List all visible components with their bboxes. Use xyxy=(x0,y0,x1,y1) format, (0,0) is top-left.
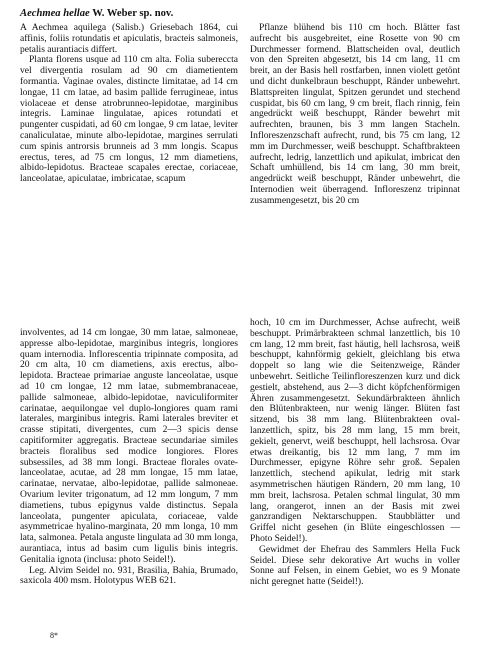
species-title xyxy=(20,8,240,20)
dedication-paragraph: Gewidmet der Ehefrau des Sammlers Hella Fuck Seidel. Diese sehr dekorative Art wuchs in voller Sonne auf Felsen, in einem Gebiet, wo es 9 Monate nicht geregnet hatte (Seidel!). xyxy=(250,543,460,588)
german-description-column-top xyxy=(250,23,460,207)
species-name: Aechmea hellae xyxy=(20,8,90,19)
latin-diagnosis-column-bottom xyxy=(20,328,238,587)
description-paragraph: involventes, ad 14 cm longae, 30 mm latae, salmoneae, appresse albo-lepidotae, marginibus integris, longiores quam internodia. Inflorescentia tripinnate composita, ad 20 cm alta, 10 cm diametiens, axis erectus, albo-lepidota. Bracteae primariae anguste lanceolatae, usque ad 10 cm longae, 12 mm latae, submembranaceae, pallide salmoneae, albido-lepidotae, naviculiformiter carinatae, aequilongae vel duplo-longiores quam rami laterales, marginibus integris. Rami laterales breviter et crasse stipitati, divergentes, cum 2—3 spicis dense capitiformiter aggregatis. Bracteae secundariae similes bracteis floralibus sed modice longiores. Flores subsessiles, ad 38 mm longi. Bracteae florales ovate-lanceolatae, acutae, ad 28 mm longae, 15 mm latae, carinatae, nervatae, albo-lepidotae, pallide salmoneae. Ovarium leviter trigonatum, ad 12 mm longum, 7 mm diametiens, tubus epigynus valde distinctus. Sepala lanceolata, pungenter apiculata, coriaceae, valde asymmetricae hyalino-marginata, 20 mm longa, 10 mm lata, salmonea. Petala anguste lingulata ad 30 mm longa, aurantiaca, intus ad basim cum ligulis binis integris. Genitalia ignota (inclusa: photo Seidel!). xyxy=(20,327,238,565)
diagnosis-paragraph: A Aechmea aquilega (Salisb.) Griesebach 1864, cui affinis, foliis rotundatis et apiculatis, bracteis salmoneis, petalis aurantiacis differt. xyxy=(20,22,238,55)
collection-paragraph: Leg. Alvim Seidel no. 931, Brasilia, Bahia, Brumado, saxicola 400 msm. Holotypus WEB 621. xyxy=(20,564,238,587)
description-paragraph: hoch, 10 cm im Durchmesser, Achse aufrecht, weiß beschuppt. Primärbrakteen schmal lanzettlich, bis 10 cm lang, 12 mm breit, fast häutig, hell lachsrosa, weiß beschuppt, kahnförmig gekielt, gleichlang bis etwa doppelt so lang wie die Seitenzweige, Ränder unbewehrt. Seitliche Teilinfloreszenzen kurz und dick gestielt, abstehend, aus 2—3 dicht köpfchenförmigen Ähren zusammengesetzt. Sekundärbrakteen ähnlich den Blütenbrakteen, nur wenig länger. Blüten fast sitzend, bis 38 mm lang. Blütenbrakteen oval-lanzettlich, spitz, bis 28 mm lang, 15 mm breit, gekielt, genervt, weiß beschuppt, hell lachsrosa. Ovar etwas dreikantig, bis 12 mm lang, 7 mm im Durchmesser, epigyne Röhre sehr groß. Sepalen lanzettlich, stechend apikulat, ledrig mit stark asymmetrischen häutigen Rändern, 20 mm lang, 10 mm breit, lachsrosa. Petalen schmal lingulat, 30 mm lang, orangerot, innen an der Basis mit zwei ganzrandigen Nektarschuppen. Staubblätter und Griffel nicht gesehen (in Blüte eingeschlossen — Photo Seidel!). xyxy=(250,317,460,544)
species-author: W. Weber sp. nov. xyxy=(89,8,174,19)
german-description-column-bottom xyxy=(250,318,460,588)
folio-number: 8* xyxy=(50,631,58,640)
description-paragraph: Planta florens usque ad 110 cm alta. Folia subereccta vel divergentia rosulam ad 90 cm diametientem formantia. Vaginae ovales, distincte limitatae, ad 14 cm longae, 11 cm latae, ad basim pallide ferrugineae, intus violaceae et dense atrobrunneo-lepidotae, marginibus integris. Laminae lingulatae, apices rotundati et pungenter cuspidati, ad 60 cm longae, 9 cm latae, leviter canaliculatae, minute albo-lepidotae, margines serrulati cum spinis antrorsis brunneis ad 3 mm longis. Scapus erectus, teres, ad 75 cm longus, 12 mm diametiens, albido-lepidotus. Bracteae scapales erectae, coriaceae, lanceolatae, apiculatae, imbricatae, scapum xyxy=(20,54,238,185)
description-paragraph: Pflanze blühend bis 110 cm hoch. Blätter fast aufrecht bis ausgebreitet, eine Rosette von 90 cm Durchmesser formend. Blattscheiden oval, deutlich von den Spreiten abgesetzt, bis 14 cm lang, 11 cm breit, an der Basis hell rostfarben, innen violett getönt und dicht dunkelbraun beschuppt, Ränder unbewehrt. Blattspreiten lingulat, Spitzen gerundet und stechend cuspidat, bis 60 cm lang, 9 cm breit, flach rinnig, fein angedrückt weiß beschuppt, Ränder bewehrt mit aufrechten, braunen, bis 3 mm langen Stacheln. Infloreszenzschaft aufrecht, rund, bis 75 cm lang, 12 mm im Durchmesser, weiß beschuppt. Schaftbrakteen aufrecht, ledrig, lanzettlich und apikulat, imbricat den Schaft umhüllend, bis 14 cm lang, 30 mm breit, angedrückt weiß beschuppt, Ränder unbewehrt, die Internodien weit überragend. Infloreszenz tripinnat zusammengesetzt, bis 20 cm xyxy=(250,22,460,206)
latin-diagnosis-column-top xyxy=(20,23,238,185)
